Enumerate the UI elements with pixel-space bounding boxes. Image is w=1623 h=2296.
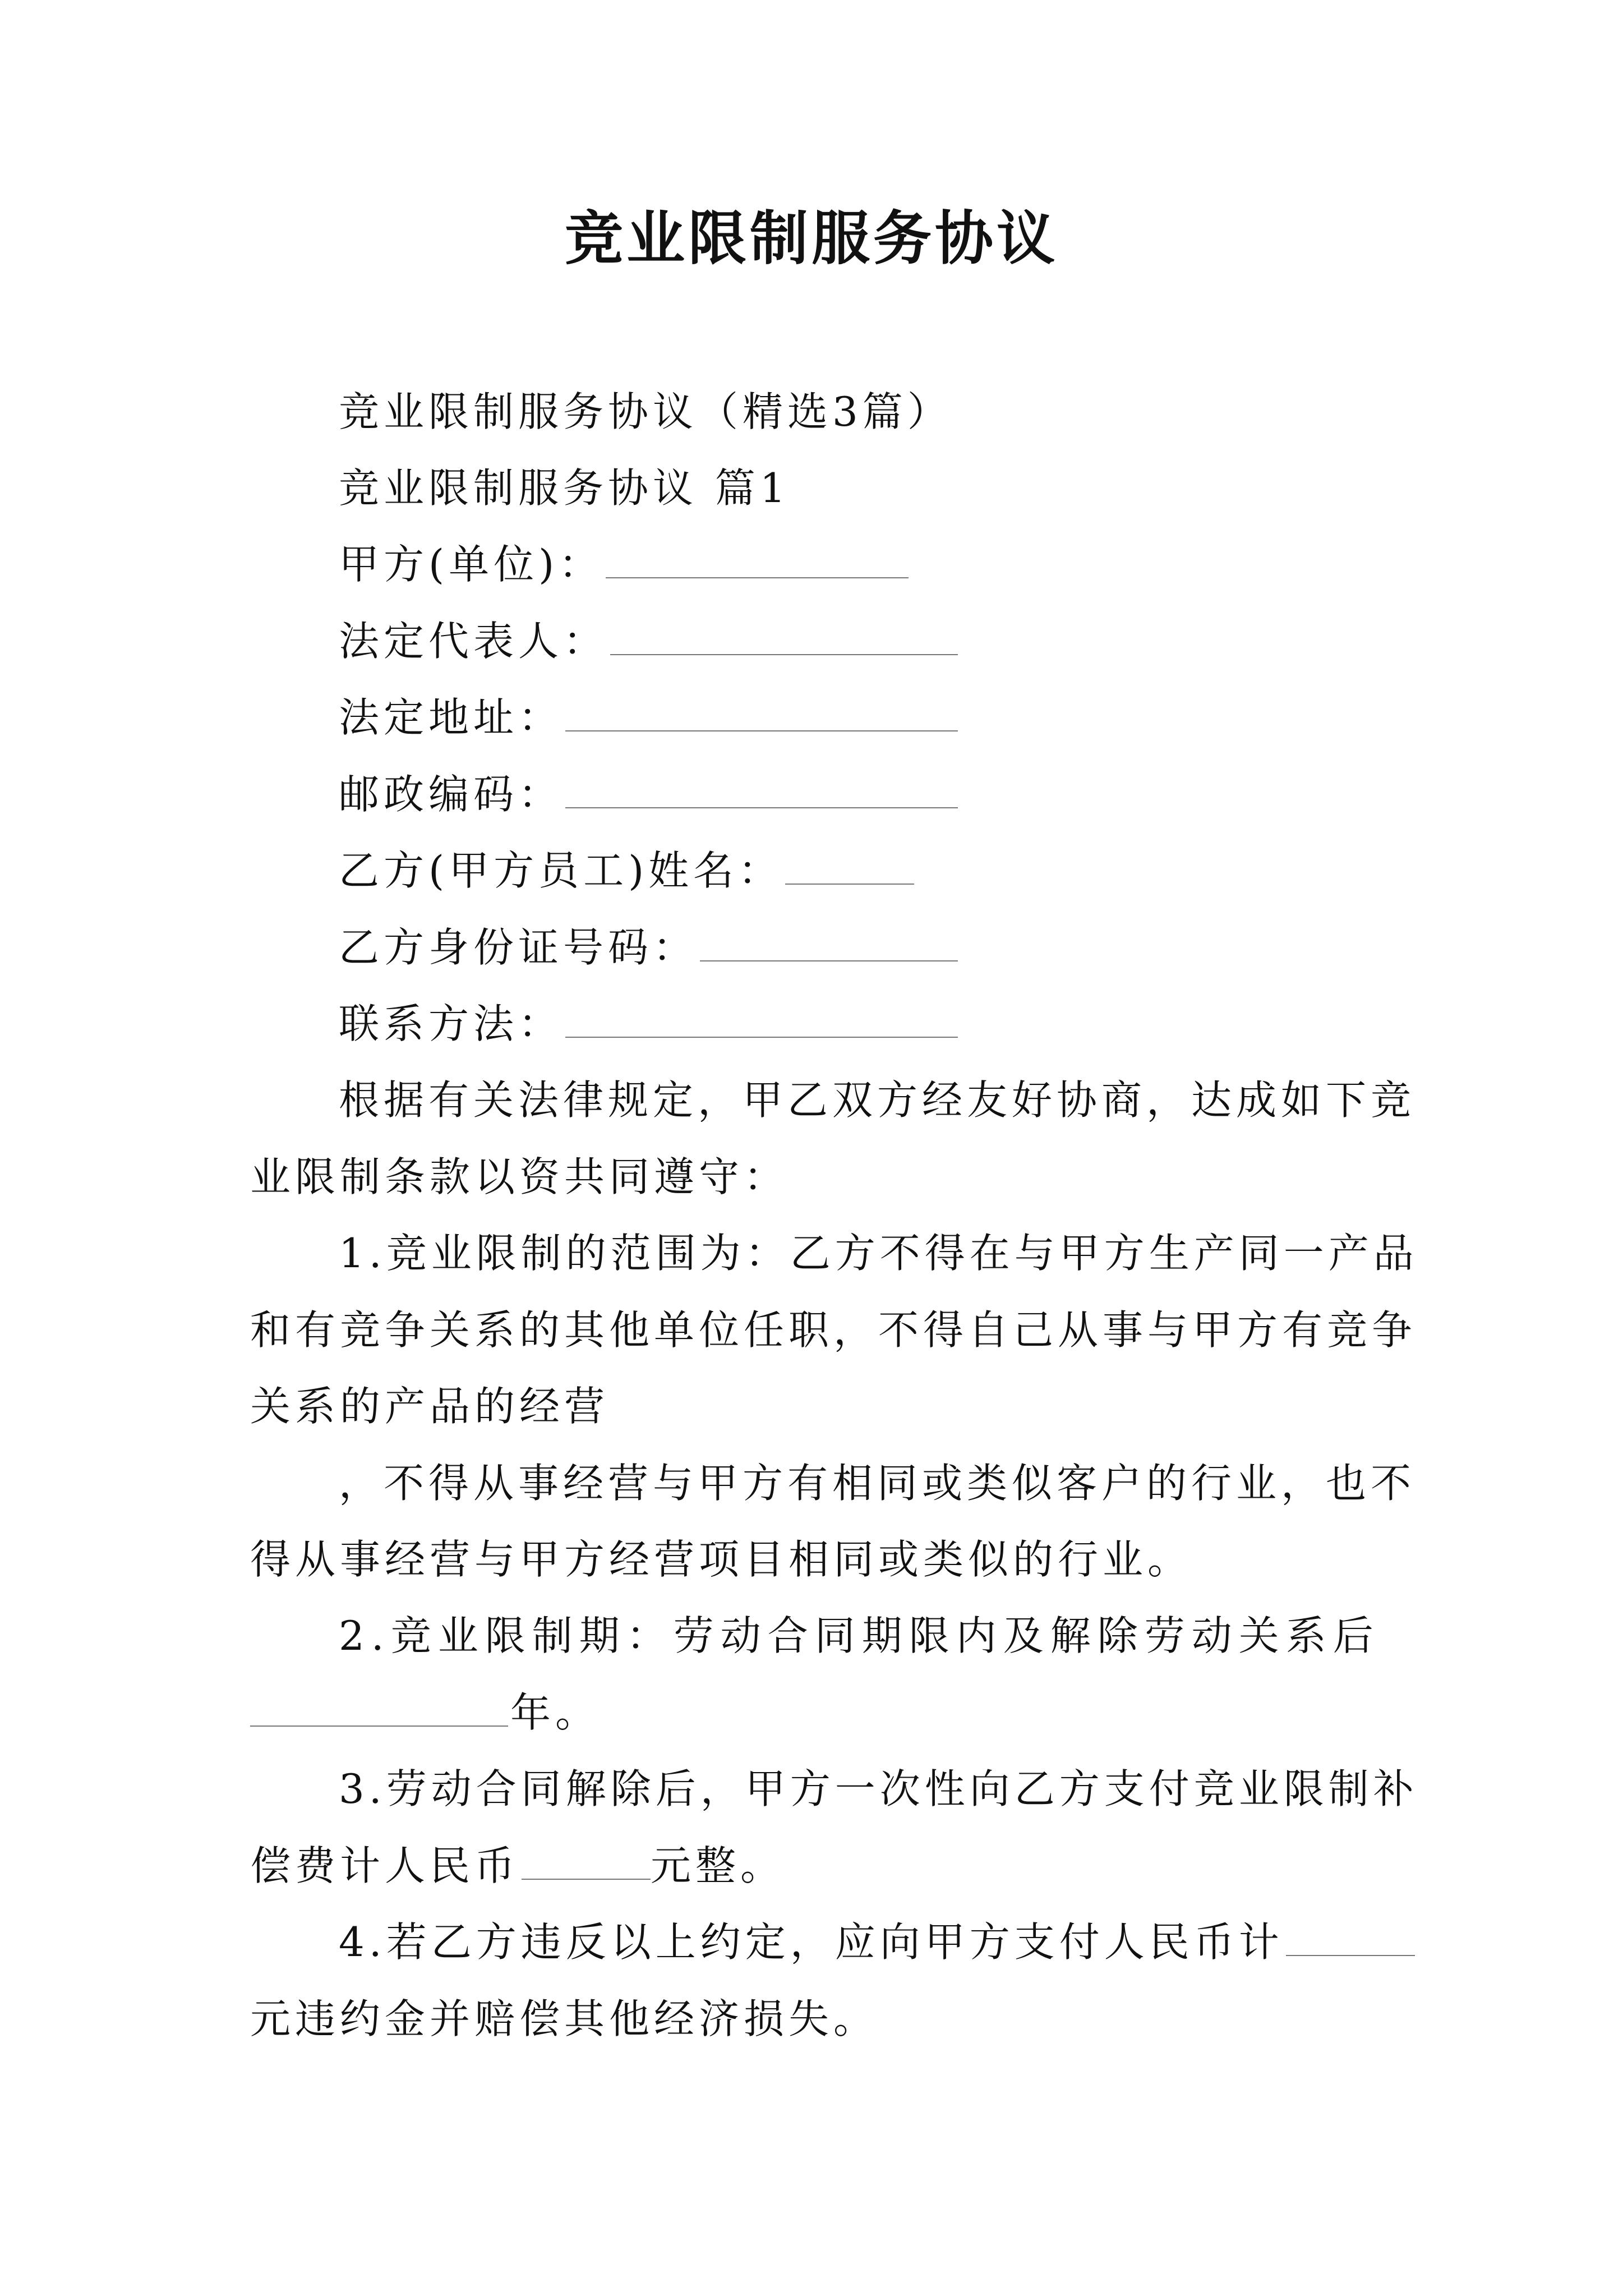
clause3-line-2 — [250, 1838, 785, 1894]
clause2-line-2 — [250, 1685, 600, 1741]
field-label: 乙方身份证号码： — [339, 924, 698, 971]
field-label: 甲方(单位)： — [339, 541, 604, 588]
blank-line — [606, 539, 909, 578]
field-party-b-id — [339, 919, 958, 976]
clause4-line-1 — [339, 1914, 1415, 1970]
clause1-line-3: 关系的产品的经营 — [250, 1383, 610, 1430]
field-label: 邮政编码： — [339, 771, 564, 818]
blank-line — [565, 999, 958, 1038]
blank-line — [1286, 1917, 1415, 1956]
clause1-line-4: ，不得从事经营与甲方有相同或类似客户的行业，也不 — [339, 1460, 1416, 1507]
blank-line — [565, 692, 958, 731]
blank-line — [522, 1841, 651, 1880]
intro-line-1: 根据有关法律规定，甲乙双方经友好协商，达成如下竞 — [339, 1076, 1416, 1124]
clause2-line-1: 2.竞业限制期：劳动合同期限内及解除劳动关系后 — [339, 1612, 1380, 1659]
field-label: 法定地址： — [339, 694, 564, 741]
document-title: 竞业限制服务协议 — [564, 204, 1058, 273]
field-label: 联系方法： — [339, 1000, 564, 1047]
field-label: 法定代表人： — [339, 618, 608, 665]
clause3-prefix: 偿费计人民币 — [250, 1842, 520, 1889]
field-postal-code — [339, 766, 958, 822]
chapter-heading: 竞业限制服务协议 篇1 — [339, 464, 790, 512]
clause4-line-2: 元违约金并赔偿其他经济损失。 — [250, 1995, 879, 2042]
intro-line-2: 业限制条款以资共同遵守： — [250, 1153, 789, 1200]
field-party-b-name — [339, 843, 914, 899]
subtitle: 竞业限制服务协议（精选3篇） — [339, 388, 952, 435]
field-label: 乙方(甲方员工)姓名： — [339, 847, 783, 894]
field-party-a-unit — [339, 536, 909, 592]
clause4-prefix: 4.若乙方违反以上约定，应向甲方支付人民币计 — [339, 1918, 1284, 1966]
blank-line — [250, 1687, 508, 1727]
clause3-line-1: 3.劳动合同解除后，甲方一次性向乙方支付竞业限制补 — [339, 1765, 1418, 1812]
blank-line — [610, 616, 958, 655]
clause1-line-5: 得从事经营与甲方经营项目相同或类似的行业。 — [250, 1536, 1193, 1583]
clause2-suffix: 年。 — [510, 1689, 601, 1736]
clause1-line-1: 1.竞业限制的范围为：乙方不得在与甲方生产同一产品 — [339, 1230, 1418, 1277]
clause3-suffix: 元整。 — [651, 1842, 786, 1889]
blank-line — [700, 922, 958, 961]
field-legal-representative — [339, 613, 958, 669]
field-legal-address — [339, 689, 958, 746]
blank-line — [785, 845, 914, 885]
blank-line — [565, 769, 958, 808]
field-contact — [339, 996, 958, 1052]
clause1-line-2: 和有竞争关系的其他单位任职，不得自己从事与甲方有竞争 — [250, 1306, 1417, 1354]
